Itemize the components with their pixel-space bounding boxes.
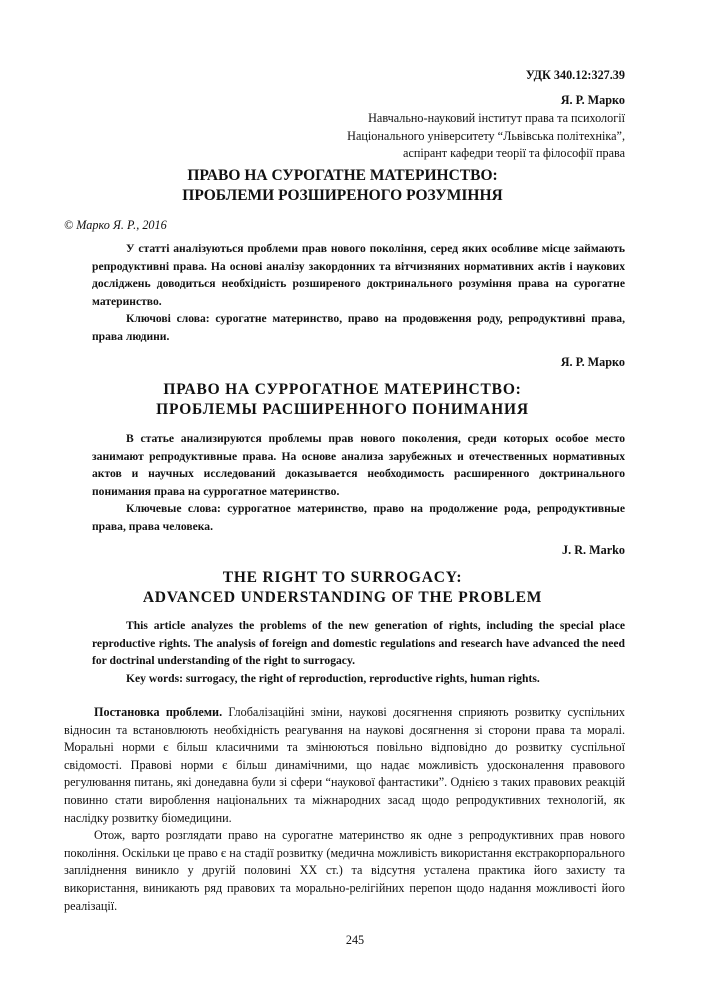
title-en-line-2: ADVANCED UNDERSTANDING OF THE PROBLEM <box>142 589 543 606</box>
abstract-ru <box>92 430 625 536</box>
keywords-ua: Ключові слова: сурогатне материнство, право на продовження роду, репродуктивні права, права людини. <box>92 312 625 343</box>
abstract-en-text: This article analyzes the problems of the new generation of rights, including the special place reproductive rights. The analysis of foreign and domestic regulations and research have advanced the need for doctrinal understanding of the right to surrogacy. <box>92 619 625 668</box>
affiliation-line: Навчально-науковий інститут права та психології <box>368 111 625 125</box>
abstract-ua-text: У статті аналізуються проблеми прав нового покоління, серед яких особливе місце займають репродуктивні права. На основі аналізу закордонних та вітчизняних нормативних актів і наукових досліджень доводиться необхідність розширеного доктринального розуміння права на сурогатне материнство. <box>92 242 625 308</box>
affiliation <box>250 110 625 163</box>
abstract-ru-text: В статье анализируются проблемы прав нового поколения, среди которых особое место занимают репродуктивные права. На основе анализа зарубежных и отечественных нормативных актов и научных исследований доказывается необходимость расширенного доктринального понимания права на суррогатное материнство. <box>92 432 625 498</box>
keywords-en: Key words: surrogacy, the right of reproduction, reproductive rights, human rights. <box>126 671 540 685</box>
abstract-ua <box>92 240 625 346</box>
title-ua-line-2: ПРОБЛЕМИ РОЗШИРЕНОГО РОЗУМІННЯ <box>182 187 503 204</box>
keywords-ru: Ключевые слова: суррогатное материнство, право на продолжение рода, репродуктивные права, права человека. <box>92 502 625 533</box>
body-paragraph-text: Глобалізаційні зміни, наукові досягнення сприяють розвитку суспільних відносин та встановлюють необхідність реагування на наукові досягнення зі сторони права та моралі. Моральні норми є більш класичними та змінюються повільно відповідно до розвитку суспільної свідомості. Правові норми є більш динамічними, що надає можливість удосконалення правового регулювання питань, які донедавна були зі сфери “наукової фантастики”. Однією з таких правових реакцій повинно стати вироблення національних та міжнародних засад щодо репродуктивних технологій, як наслідку розвитку біомедицини. <box>64 705 625 825</box>
article-body <box>64 704 625 915</box>
title-ua <box>90 166 595 206</box>
author-ru: Я. Р. Марко <box>560 355 625 369</box>
copyright: © Марко Я. Р., 2016 <box>64 218 167 232</box>
title-ru-line-1: ПРАВО НА СУРРОГАТНОЕ МАТЕРИНСТВО: <box>163 381 522 398</box>
page-number: 245 <box>345 933 365 947</box>
abstract-en <box>92 617 625 687</box>
author-ua: Я. Р. Марко <box>560 93 625 107</box>
title-ru <box>90 380 595 420</box>
title-en <box>90 568 595 608</box>
author-en: J. R. Marko <box>562 543 625 557</box>
title-ru-line-2: ПРОБЛЕМЫ РАСШИРЕННОГО ПОНИМАНИЯ <box>156 401 529 418</box>
title-ua-line-1: ПРАВО НА СУРОГАТНЕ МАТЕРИНСТВО: <box>187 167 498 184</box>
body-paragraph: Отож, варто розглядати право на сурогатне материнство як одне з репродуктивних прав нового покоління. Оскільки це право є на стадії розвитку (медична можливість використання екстракорпорального запліднення виникло у другій половині XX ст.) та відсутня усталена практика його захисту та використання, виникають ряд правових та морально-релігійних перепон щодо надання можливості його реалізації. <box>64 828 625 913</box>
section-heading: Постановка проблеми. <box>94 705 223 719</box>
affiliation-line: Національного університету “Львівська політехніка”, <box>347 128 625 143</box>
body-paragraph <box>64 704 625 827</box>
affiliation-line: аспірант кафедри теорії та філософії права <box>403 146 625 160</box>
udk-code: УДК 340.12:327.39 <box>525 68 625 82</box>
title-en-line-1: THE RIGHT TO SURROGACY: <box>222 569 463 586</box>
